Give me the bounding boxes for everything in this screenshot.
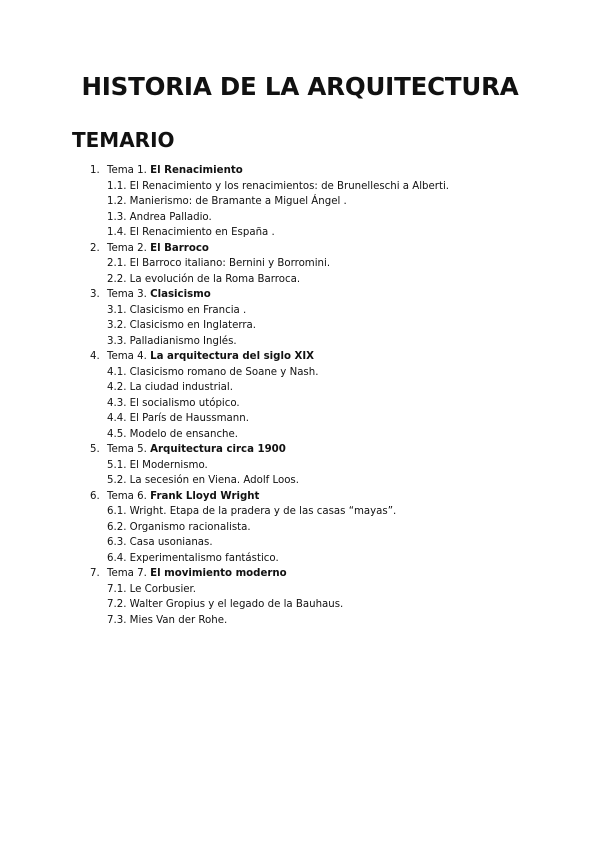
subtopic-item: 3.3. Palladianismo Inglés.: [107, 335, 237, 347]
tema-name: Clasicismo: [150, 289, 211, 300]
subtopic-item: 4.5. Modelo de ensanche.: [107, 428, 239, 440]
tema-name: El Barroco: [150, 242, 209, 254]
tema-title: [107, 287, 211, 303]
document-title: HISTORIA DE LA ARQUITECTURA: [81, 72, 519, 101]
tema-number: 5.: [90, 444, 100, 455]
tema-block: [90, 566, 570, 628]
subtopic-item: 3.2. Clasicismo en Inglaterra.: [107, 320, 257, 331]
subtopic-item: 2.1. El Barroco italiano: Bernini y Borromini.: [107, 258, 331, 269]
tema-title: [107, 163, 243, 179]
tema-heading: [90, 489, 570, 505]
tema-number: 1.: [90, 165, 100, 176]
subtopic-item: 3.1. Clasicismo en Francia .: [107, 304, 247, 316]
tema-heading: [90, 349, 570, 365]
subtopic-item: 7.1. Le Corbusier.: [107, 583, 197, 595]
tema-title: [107, 442, 286, 458]
tema-number: 3.: [90, 289, 100, 300]
tema-block: [90, 349, 570, 442]
tema-block: [90, 489, 570, 567]
subtopic-item: 6.2. Organismo racionalista.: [107, 521, 251, 533]
tema-number: 7.: [90, 568, 100, 579]
tema-heading: [90, 566, 570, 582]
tema-block: [90, 287, 570, 349]
subtopic-item: 5.2. La secesión en Viena. Adolf Loos.: [107, 475, 299, 486]
subtopic-item: 7.2. Walter Gropius y el legado de la Bauhaus.: [107, 599, 344, 610]
subtopic-item: 6.3. Casa usonianas.: [107, 537, 213, 548]
tema-block: [90, 442, 570, 489]
tema-heading: [90, 241, 570, 257]
subtopic-item: 4.3. El socialismo utópico.: [107, 397, 240, 409]
tema-name: La arquitectura del siglo XIX: [150, 351, 315, 362]
tema-number: 6.: [90, 490, 100, 502]
tema-heading: [90, 163, 570, 179]
tema-title: [107, 566, 287, 582]
subtopic-item: 1.1. El Renacimiento y los renacimientos: de Brunelleschi a Alberti.: [107, 180, 450, 192]
tema-heading: [90, 287, 570, 303]
tema-heading: [90, 442, 570, 458]
tema-title: [107, 349, 314, 365]
tema-prefix: Tema 1.: [107, 165, 147, 176]
tema-title: [107, 241, 209, 257]
tema-title: [107, 489, 259, 505]
subtopic-item: 6.1. Wright. Etapa de la pradera y de las casas “mayas”.: [107, 506, 397, 517]
section-heading: TEMARIO: [72, 128, 175, 152]
tema-number: 2.: [90, 242, 100, 254]
subtopic-item: 1.3. Andrea Palladio.: [107, 211, 212, 223]
tema-name: Arquitectura circa 1900: [150, 444, 286, 455]
tema-prefix: Tema 4.: [107, 351, 147, 362]
subtopic-item: 2.2. La evolución de la Roma Barroca.: [107, 273, 301, 285]
tema-name: Frank Lloyd Wright: [150, 490, 260, 502]
tema-prefix: Tema 3.: [107, 289, 147, 300]
tema-prefix: Tema 7.: [107, 568, 147, 579]
tema-block: [90, 163, 570, 241]
subtopic-item: 6.4. Experimentalismo fantástico.: [107, 552, 279, 564]
tema-block: [90, 241, 570, 288]
subtopic-item: 4.1. Clasicismo romano de Soane y Nash.: [107, 366, 319, 378]
tema-name: El movimiento moderno: [150, 568, 287, 579]
tema-prefix: Tema 6.: [107, 490, 147, 502]
tema-prefix: Tema 5.: [107, 444, 147, 455]
subtopic-item: 1.4. El Renacimiento en España .: [107, 227, 275, 238]
subtopic-item: 5.1. El Modernismo.: [107, 459, 208, 471]
subtopic-item: 4.2. La ciudad industrial.: [107, 382, 233, 393]
subtopic-item: 7.3. Mies Van der Rohe.: [107, 614, 228, 626]
tema-number: 4.: [90, 351, 100, 362]
subtopic-item: 1.2. Manierismo: de Bramante a Miguel Ángel .: [107, 196, 347, 207]
tema-prefix: Tema 2.: [107, 242, 147, 254]
subtopic-item: 4.4. El París de Haussmann.: [107, 413, 249, 424]
syllabus-list: [90, 163, 570, 628]
tema-name: El Renacimiento: [150, 165, 243, 176]
